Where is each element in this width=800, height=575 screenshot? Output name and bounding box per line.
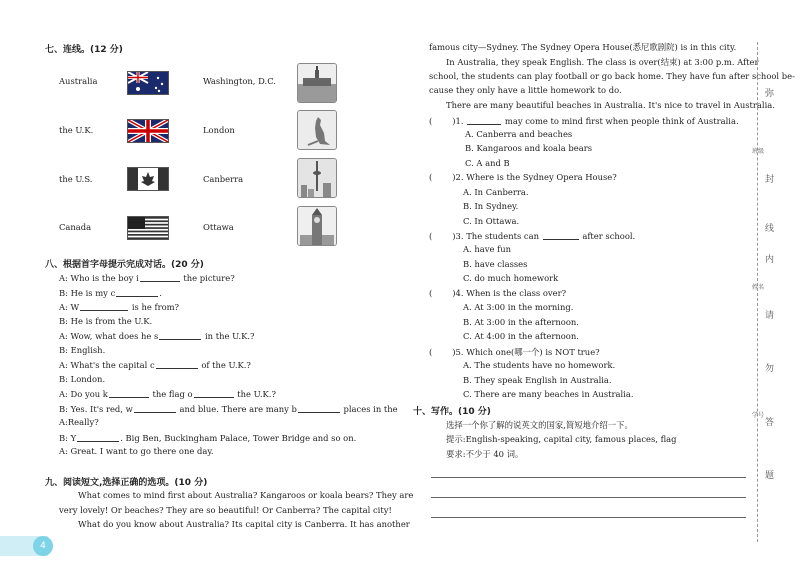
question-option[interactable]: C. In Ottawa. xyxy=(463,216,520,226)
section7-title: 七、连线。(12 分) xyxy=(45,45,123,55)
dialogue-line: B: He is my c . xyxy=(59,288,162,298)
question-option[interactable]: A. Canberra and beaches xyxy=(465,129,573,139)
question-option[interactable]: C. At 4:00 in the afternoon. xyxy=(463,331,579,341)
passage-line: What comes to mind first about Australia? Kangaroos or koala bears? They are xyxy=(78,490,414,500)
dialogue-line: A: Great. I want to go there one day. xyxy=(59,446,214,456)
washington-photo-icon xyxy=(297,63,337,103)
city-label: Washington, D.C. xyxy=(203,76,276,86)
seal-small-text: 学号 xyxy=(752,412,765,419)
section10-title: 十、写作。(10 分) xyxy=(413,407,491,417)
dialogue-line: A: Who is the boy i the picture? xyxy=(59,273,235,283)
passage-line: There are many beautiful beaches in Australia. It's nice to travel in Australia. xyxy=(446,100,775,110)
country-label: the U.S. xyxy=(59,174,93,184)
answer-blank[interactable] xyxy=(543,230,579,240)
question-option[interactable]: B. have classes xyxy=(463,259,528,269)
answer-blank[interactable] xyxy=(156,359,198,369)
dialogue-line: B: He is from the U.K. xyxy=(59,316,153,326)
seal-char: 答 xyxy=(765,418,775,428)
seal-line xyxy=(757,42,758,542)
question-stem: ( )5. Which one(哪一个) is NOT true? xyxy=(429,347,600,357)
seal-char: 线 xyxy=(765,224,775,234)
question-option[interactable]: A. In Canberra. xyxy=(463,187,529,197)
dialogue-line: B: London. xyxy=(59,374,106,384)
dialogue-line: A: W is he from? xyxy=(59,302,180,312)
writing-prompt: 选择一个你了解的说英文的国家,简短地介绍一下。 xyxy=(446,420,633,430)
writing-requirement: 要求:不少于 40 词。 xyxy=(446,449,524,459)
question-option[interactable]: A. At 3:00 in the morning. xyxy=(463,302,574,312)
seal-char: 内 xyxy=(765,255,775,265)
question-option[interactable]: C. do much homework xyxy=(463,273,559,283)
writing-line[interactable] xyxy=(431,477,746,478)
city-label: Canberra xyxy=(203,174,244,184)
answer-paren-space[interactable] xyxy=(433,172,451,181)
answer-blank[interactable] xyxy=(140,272,180,282)
writing-line[interactable] xyxy=(431,517,746,518)
dialogue-line: B: Y . Big Ben, Buckingham Palace, Tower Bridge and so on. xyxy=(59,433,357,443)
passage-line: cause they only have a little homework to do. xyxy=(429,85,622,95)
question-option[interactable]: A. The students have no homework. xyxy=(463,360,616,370)
answer-blank[interactable] xyxy=(80,301,128,311)
uk-flag-icon xyxy=(127,119,169,143)
writing-hint: 提示:English-speaking, capital city, famous places, flag xyxy=(446,434,677,444)
question-stem: ( )1. may come to mind first when people think of Australia. xyxy=(429,116,739,126)
country-label: Australia xyxy=(59,76,98,86)
question-option[interactable]: B. At 3:00 in the afternoon. xyxy=(463,317,579,327)
answer-paren-space[interactable] xyxy=(433,231,451,240)
seal-char: 请 xyxy=(765,311,775,321)
city-label: London xyxy=(203,125,235,135)
dialogue-line: B: English. xyxy=(59,345,106,355)
canada-flag-icon xyxy=(127,167,169,191)
question-option[interactable]: B. In Sydney. xyxy=(463,201,519,211)
question-stem: ( )4. When is the class over? xyxy=(429,288,567,298)
seal-char: 勿 xyxy=(765,364,775,374)
country-label: Canada xyxy=(59,222,92,232)
question-option[interactable]: C. There are many beaches in Australia. xyxy=(463,389,634,399)
answer-blank[interactable] xyxy=(109,388,149,398)
cn-tower-photo-icon xyxy=(297,158,337,198)
passage-line: very lovely! Or beaches? They are so beautiful! Or Canberra? The capital city! xyxy=(59,505,392,515)
dialogue-line: B: Yes. It's red, w and blue. There are many b places in the xyxy=(59,404,398,414)
answer-blank[interactable] xyxy=(298,403,340,413)
answer-blank[interactable] xyxy=(194,388,234,398)
dialogue-line: A: Wow, what does he s in the U.K.? xyxy=(59,331,255,341)
section9-title: 九、阅读短文,选择正确的选项。(10 分) xyxy=(45,478,208,488)
question-option[interactable]: C. A and B xyxy=(465,158,510,168)
passage-line: What do you know about Australia? Its capital city is Canberra. It has another xyxy=(78,519,410,529)
kangaroo-photo-icon xyxy=(297,110,337,150)
writing-line[interactable] xyxy=(431,497,746,498)
dialogue-line: A: Do you k the flag o the U.K.? xyxy=(59,389,276,399)
question-stem: ( )3. The students can after school. xyxy=(429,231,636,241)
country-label: the U.K. xyxy=(59,125,94,135)
city-label: Ottawa xyxy=(203,222,234,232)
question-option[interactable]: A. have fun xyxy=(463,244,511,254)
section8-title: 八、根据首字母提示完成对话。(20 分) xyxy=(45,260,204,270)
page-number: 4 xyxy=(33,536,53,556)
answer-paren-space[interactable] xyxy=(433,116,451,125)
dialogue-line: A:Really? xyxy=(59,417,99,427)
answer-paren-space[interactable] xyxy=(433,347,451,356)
seal-small-text: 班级 xyxy=(752,148,765,155)
us-flag-icon xyxy=(127,216,169,240)
answer-blank[interactable] xyxy=(159,330,201,340)
seal-small-text: 姓名 xyxy=(752,284,765,291)
answer-blank[interactable] xyxy=(134,403,176,413)
big-ben-photo-icon xyxy=(297,206,337,246)
answer-blank[interactable] xyxy=(77,432,119,442)
answer-paren-space[interactable] xyxy=(433,288,451,297)
passage-line: famous city—Sydney. The Sydney Opera House(悉尼歌剧院) is in this city. xyxy=(429,42,737,52)
answer-blank[interactable] xyxy=(116,287,158,297)
seal-char: 封 xyxy=(765,175,775,185)
passage-line: In Australia, they speak English. The class is over(结束) at 3:00 p.m. After xyxy=(446,57,759,67)
dialogue-line: A: What's the capital c of the U.K.? xyxy=(59,360,251,370)
passage-line: school, the students can play football or go back home. They have fun after school be- xyxy=(429,71,795,81)
question-option[interactable]: B. They speak English in Australia. xyxy=(463,375,612,385)
seal-char: 题 xyxy=(765,471,775,481)
australia-flag-icon xyxy=(127,71,169,95)
answer-blank[interactable] xyxy=(467,115,501,125)
seal-char: 弥 xyxy=(765,89,775,99)
question-stem: ( )2. Where is the Sydney Opera House? xyxy=(429,172,617,182)
question-option[interactable]: B. Kangaroos and koala bears xyxy=(465,143,592,153)
